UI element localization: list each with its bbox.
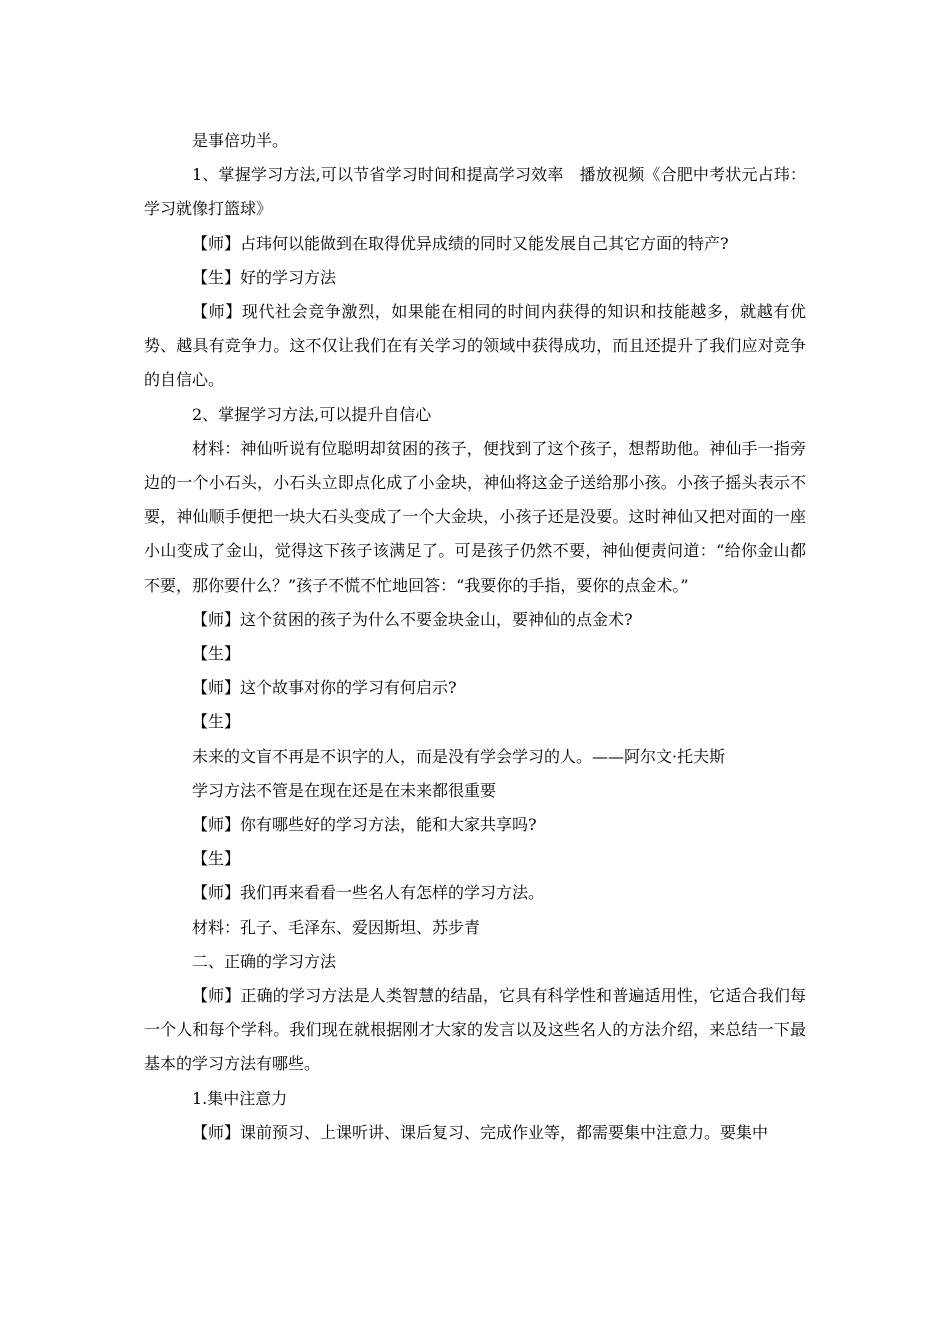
quote-line: 未来的文盲不再是不识字的人，而是没有学会学习的人。——阿尔文·托夫斯 [192,746,726,766]
paragraph: 【生】 [192,644,241,664]
paragraph: 【生】好的学习方法 [192,267,337,287]
paragraph: 【师】这个故事对你的学习有何启示? [192,678,457,698]
paragraph: 【生】 [192,849,241,869]
paragraph: 材料：孔子、毛泽东、爱因斯坦、苏步青 [192,917,481,937]
paragraph: 【师】现代社会竞争激烈，如果能在相同的时间内获得的知识和技能越多，就越有优势、越具有竞争力。这不仅让我们在有关学习的领域中获得成功，而且还提升了我们应对竞争的自信心。 [144,302,806,390]
paragraph: 【生】 [192,712,241,732]
section-heading: 2、掌握学习方法,可以提升自信心 [192,404,432,424]
paragraph: 【师】这个贫困的孩子为什么不要金块金山，要神仙的点金术? [192,609,633,629]
paragraph: 材料：神仙听说有位聪明却贫困的孩子，便找到了这个孩子，想帮助他。神仙手一指旁边的一个小石头，小石头立即点化成了小金块，神仙将这金子送给那小孩。小孩子摇头表示不要，神仙顺手便把一块大石头变成了一个大金块，小孩子还是没要。这时神仙又把对面的一座小山变成了金山，觉得这下孩子该满足了。可是孩子仍然不要，神仙便责问道：“给你金山都不要，那你要什么？”孩子不慌不忙地回答：“我要你的手指，要你的点金术。” [144,438,806,595]
document-body [144,124,806,1150]
paragraph: 1、掌握学习方法,可以节省学习时间和提高学习效率 播放视频《合肥中考状元占玮：学习就像打篮球》 [144,165,806,219]
paragraph: 是事倍功半。 [192,131,289,150]
paragraph: 【师】课前预习、上课听讲、课后复习、完成作业等，都需要集中注意力。要集中 [192,1122,769,1142]
section-heading: 1.集中注意力 [192,1088,288,1108]
section-heading: 二、正确的学习方法 [192,951,337,971]
paragraph: 【师】占玮何以能做到在取得优异成绩的同时又能发展自己其它方面的特产? [192,233,729,253]
paragraph: 【师】正确的学习方法是人类智慧的结晶，它具有科学性和普遍适用性，它适合我们每一个人和每个学科。我们现在就根据刚才大家的发言以及这些名人的方法介绍，来总结一下最基本的学习方法有哪些。 [144,986,806,1074]
paragraph: 学习方法不管是在现在还是在未来都很重要 [192,780,497,800]
paragraph: 【师】我们再来看看一些名人有怎样的学习方法。 [192,883,545,903]
paragraph: 【师】你有哪些好的学习方法，能和大家共享吗? [192,815,537,835]
